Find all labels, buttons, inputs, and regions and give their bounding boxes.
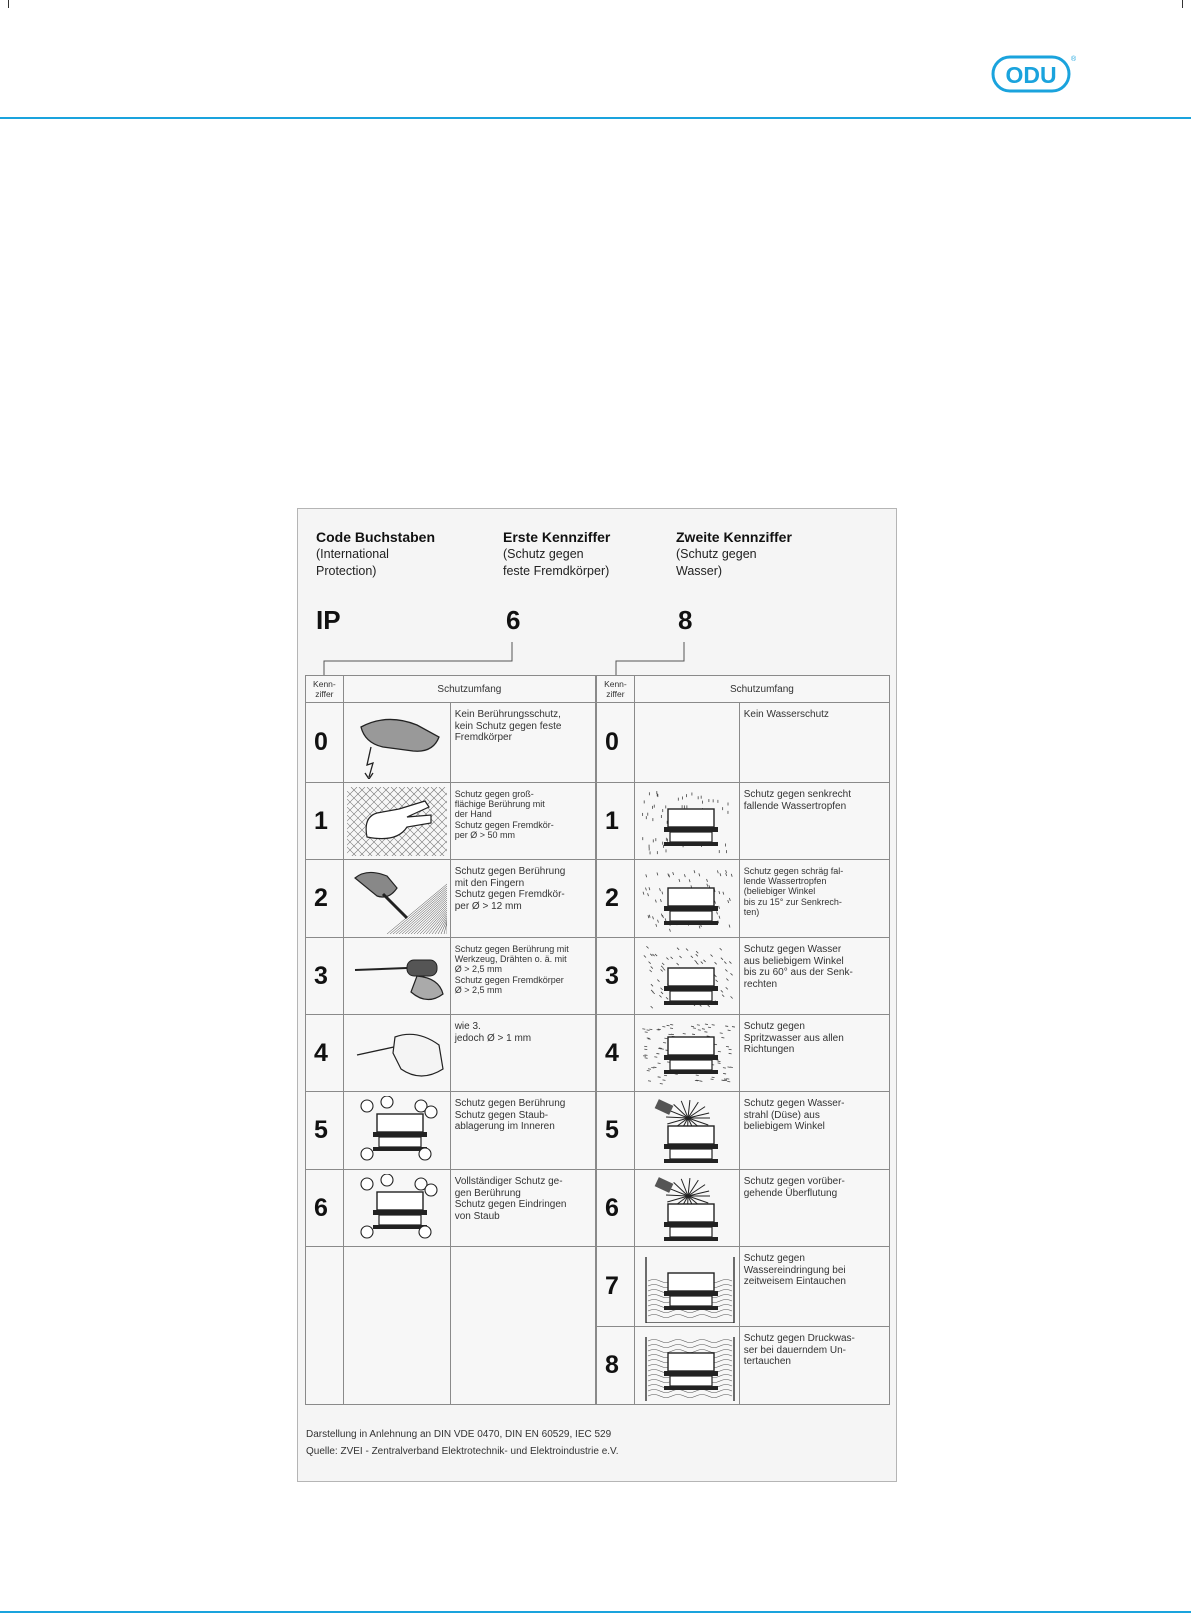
description-line: aus beliebigem Winkel	[743, 955, 844, 967]
description-line: Schutz gegen Fremdkör-	[454, 819, 554, 830]
description-line: Vollständiger Schutz ge-	[454, 1176, 563, 1187]
protection-illustration	[343, 703, 450, 783]
right-row-0	[597, 703, 890, 783]
description-line: Ø > 2,5 mm	[454, 964, 502, 975]
description-line: Schutz gegen Berührung	[454, 866, 566, 877]
description-line: per Ø > 12 mm	[454, 900, 522, 912]
description-line: von Staub	[454, 1210, 500, 1222]
protection-description	[450, 1015, 595, 1092]
description-line: Fremdkörper	[454, 732, 512, 743]
protection-illustration	[634, 1092, 739, 1170]
description-line: lende Wassertropfen	[743, 876, 827, 887]
protection-illustration	[634, 783, 739, 860]
description-line: Schutz gegen	[743, 1253, 805, 1264]
spray-water-icon	[638, 942, 736, 1011]
submersion-icon	[638, 1331, 736, 1401]
protection-illustration	[634, 1247, 739, 1327]
wire-hand-icon	[347, 1019, 447, 1088]
protection-description	[739, 1170, 889, 1247]
protection-description	[739, 783, 889, 860]
col3-subtitle-1: (Schutz gegen	[676, 547, 757, 561]
odu-logo	[990, 52, 1076, 96]
description-line: Schutz gegen vorüber-	[743, 1176, 845, 1187]
kennziffer-digit: 2	[306, 860, 344, 938]
description-line: tertauchen	[743, 1356, 791, 1367]
header-rule	[0, 117, 1191, 119]
description-line: Schutz gegen Wasser	[743, 944, 842, 955]
left-row-5	[306, 1092, 596, 1170]
right-row-2	[597, 860, 890, 938]
flooding-icon	[638, 1174, 736, 1243]
splash-water-icon	[638, 1019, 736, 1088]
protection-description	[739, 703, 889, 783]
kennziffer-digit: 4	[306, 1015, 344, 1092]
kennziffer-digit: 5	[306, 1092, 344, 1170]
schutzumfang-header: Schutzumfang	[343, 676, 595, 703]
svg-text:®: ®	[1071, 56, 1076, 63]
right-row-6	[597, 1170, 890, 1247]
protection-description	[739, 860, 889, 938]
description-line: Kein Wasserschutz	[743, 709, 829, 720]
finger-mesh-icon	[347, 864, 447, 934]
right-row-3	[597, 938, 890, 1015]
col3-title: Zweite Kennziffer	[676, 529, 792, 545]
description-line: Schutz gegen groß-	[454, 789, 534, 799]
kennziffer-digit: 1	[306, 783, 344, 860]
connector-lines	[298, 509, 898, 684]
description-line: per Ø > 50 mm	[454, 829, 515, 840]
col3-subtitle-2: Wasser)	[676, 564, 723, 578]
crop-mark-left	[8, 0, 9, 8]
description-line: fallende Wassertropfen	[743, 800, 847, 812]
description-line: Schutz gegen Berührung mit	[454, 944, 569, 954]
description-line: Ø > 2,5 mm	[454, 984, 502, 995]
kennziffer-header: Kenn- ziffer	[306, 676, 344, 703]
col1-subtitle-2: Protection)	[316, 564, 377, 578]
description-line: bis zu 60° aus der Senk-	[743, 967, 853, 978]
kennziffer-digit: 3	[306, 938, 344, 1015]
left-row-2	[306, 860, 596, 938]
kennziffer-digit: 3	[597, 938, 635, 1015]
protection-illustration	[343, 938, 450, 1015]
description-line: bis zu 15° zur Senkrech-	[743, 896, 842, 907]
dust-enclosure-icon	[347, 1096, 447, 1166]
description-line: Schutz gegen Fremdkörper	[454, 974, 564, 985]
angled-drops-icon	[638, 864, 736, 934]
description-line: flächige Berührung mit	[454, 799, 545, 810]
description-line: Schutz gegen Wasser-	[743, 1098, 845, 1109]
protection-illustration	[634, 938, 739, 1015]
first-digit-table	[305, 675, 596, 1405]
footer-source-note: Darstellung in Anlehnung an DIN VDE 0470, DIN EN 60529, IEC 529	[306, 1429, 612, 1440]
footer-source-credit: Quelle: ZVEI - Zentralverband Elektrotechnik- und Elektroindustrie e.V.	[306, 1446, 619, 1457]
description-line: Wassereindringung bei	[743, 1264, 846, 1276]
kennziffer-digit: 6	[306, 1170, 344, 1247]
protection-description	[450, 703, 595, 783]
protection-illustration	[634, 860, 739, 938]
col2-subtitle-1: (Schutz gegen	[503, 547, 584, 561]
description-line: Spritzwasser aus allen	[743, 1032, 844, 1044]
protection-illustration	[634, 1327, 739, 1405]
description-line: ablagerung im Inneren	[454, 1121, 555, 1132]
description-line: beliebigem Winkel	[743, 1121, 825, 1132]
protection-illustration	[343, 1015, 450, 1092]
description-line: kein Schutz gegen feste	[454, 720, 562, 732]
protection-description	[450, 1170, 595, 1247]
empty-cell	[450, 1247, 595, 1405]
protection-description	[739, 1327, 889, 1405]
description-line: Schutz gegen senkrecht	[743, 789, 852, 800]
description-line: Schutz gegen schräg fal-	[743, 866, 844, 876]
description-line: Kein Berührungsschutz,	[454, 709, 561, 720]
kennziffer-digit: 2	[597, 860, 635, 938]
col1-subtitle-1: (International	[316, 547, 389, 561]
description-line: der Hand	[454, 809, 492, 820]
empty-cell	[306, 1247, 344, 1405]
protection-description	[450, 860, 595, 938]
description-line: Schutz gegen Fremdkör-	[454, 889, 565, 900]
protection-illustration	[634, 703, 739, 783]
description-line: strahl (Düse) aus	[743, 1109, 820, 1121]
kennziffer-digit: 7	[597, 1247, 635, 1327]
protection-illustration	[634, 1170, 739, 1247]
kennziffer-digit: 6	[597, 1170, 635, 1247]
protection-description	[450, 783, 595, 860]
description-line: jedoch Ø > 1 mm	[454, 1032, 532, 1044]
left-row-6	[306, 1170, 596, 1247]
protection-description	[739, 938, 889, 1015]
description-line: Schutz gegen Druckwas-	[743, 1333, 855, 1344]
description-line: gehende Überflutung	[743, 1187, 838, 1199]
description-line: Schutz gegen Staub-	[454, 1109, 549, 1121]
left-row-empty	[306, 1247, 596, 1405]
kennziffer-digit: 4	[597, 1015, 635, 1092]
description-line: ser bei dauerndem Un-	[743, 1344, 846, 1356]
col2-title: Erste Kennziffer	[503, 529, 611, 545]
description-line: zeitweisem Eintauchen	[743, 1276, 846, 1287]
crop-mark-right	[1182, 0, 1183, 8]
kennziffer-digit: 0	[306, 703, 344, 783]
right-row-7	[597, 1247, 890, 1327]
description-line: ten)	[743, 906, 760, 917]
right-row-5	[597, 1092, 890, 1170]
right-row-4	[597, 1015, 890, 1092]
protection-illustration	[343, 1092, 450, 1170]
description-line: Schutz gegen Berührung	[454, 1098, 566, 1109]
left-row-1	[306, 783, 596, 860]
right-row-8	[597, 1327, 890, 1405]
left-row-3	[306, 938, 596, 1015]
col1-title: Code Buchstaben	[316, 529, 436, 545]
left-row-4	[306, 1015, 596, 1092]
right-row-1	[597, 783, 890, 860]
dust-tight-enclosure-icon	[347, 1174, 447, 1243]
protection-illustration	[343, 860, 450, 938]
description-line: rechten	[743, 978, 778, 990]
first-digit-value: 6	[506, 605, 521, 635]
col2-subtitle-2: feste Fremdkörper)	[503, 564, 610, 578]
screwdriver-icon	[347, 942, 447, 1011]
description-line: Schutz gegen Eindringen	[454, 1199, 567, 1210]
schutzumfang-header: Schutzumfang	[634, 676, 889, 703]
protection-illustration	[343, 783, 450, 860]
left-row-0	[306, 703, 596, 783]
description-line: Schutz gegen	[743, 1021, 805, 1032]
svg-text:ODU: ODU	[1005, 62, 1057, 88]
second-digit-value: 8	[678, 605, 693, 635]
second-digit-table	[596, 675, 890, 1405]
description-line: Richtungen	[743, 1044, 795, 1055]
ip-code-chart	[297, 508, 897, 1482]
kennziffer-header: Kenn- ziffer	[597, 676, 635, 703]
immersion-icon	[638, 1251, 736, 1323]
kennziffer-digit: 5	[597, 1092, 635, 1170]
description-line: mit den Fingern	[454, 877, 525, 889]
protection-illustration	[634, 1015, 739, 1092]
hand-mesh-icon	[347, 787, 447, 856]
ip-code-letters: IP	[316, 605, 341, 635]
hand-touch-icon	[347, 707, 447, 779]
protection-illustration	[343, 1170, 450, 1247]
protection-description	[450, 1092, 595, 1170]
vertical-drops-icon	[638, 787, 736, 856]
description-line: Werkzeug, Drähten o. ä. mit	[454, 954, 567, 965]
description-line: (beliebiger Winkel	[743, 886, 816, 897]
empty-cell	[343, 1247, 450, 1405]
kennziffer-digit: 8	[597, 1327, 635, 1405]
protection-description	[450, 938, 595, 1015]
protection-description	[739, 1092, 889, 1170]
protection-description	[739, 1247, 889, 1327]
kennziffer-digit: 1	[597, 783, 635, 860]
footer-rule	[0, 1611, 1191, 1613]
protection-description	[739, 1015, 889, 1092]
description-line: wie 3.	[454, 1021, 481, 1032]
description-line: gen Berührung	[454, 1187, 521, 1199]
kennziffer-digit: 0	[597, 703, 635, 783]
water-jet-icon	[638, 1096, 736, 1166]
